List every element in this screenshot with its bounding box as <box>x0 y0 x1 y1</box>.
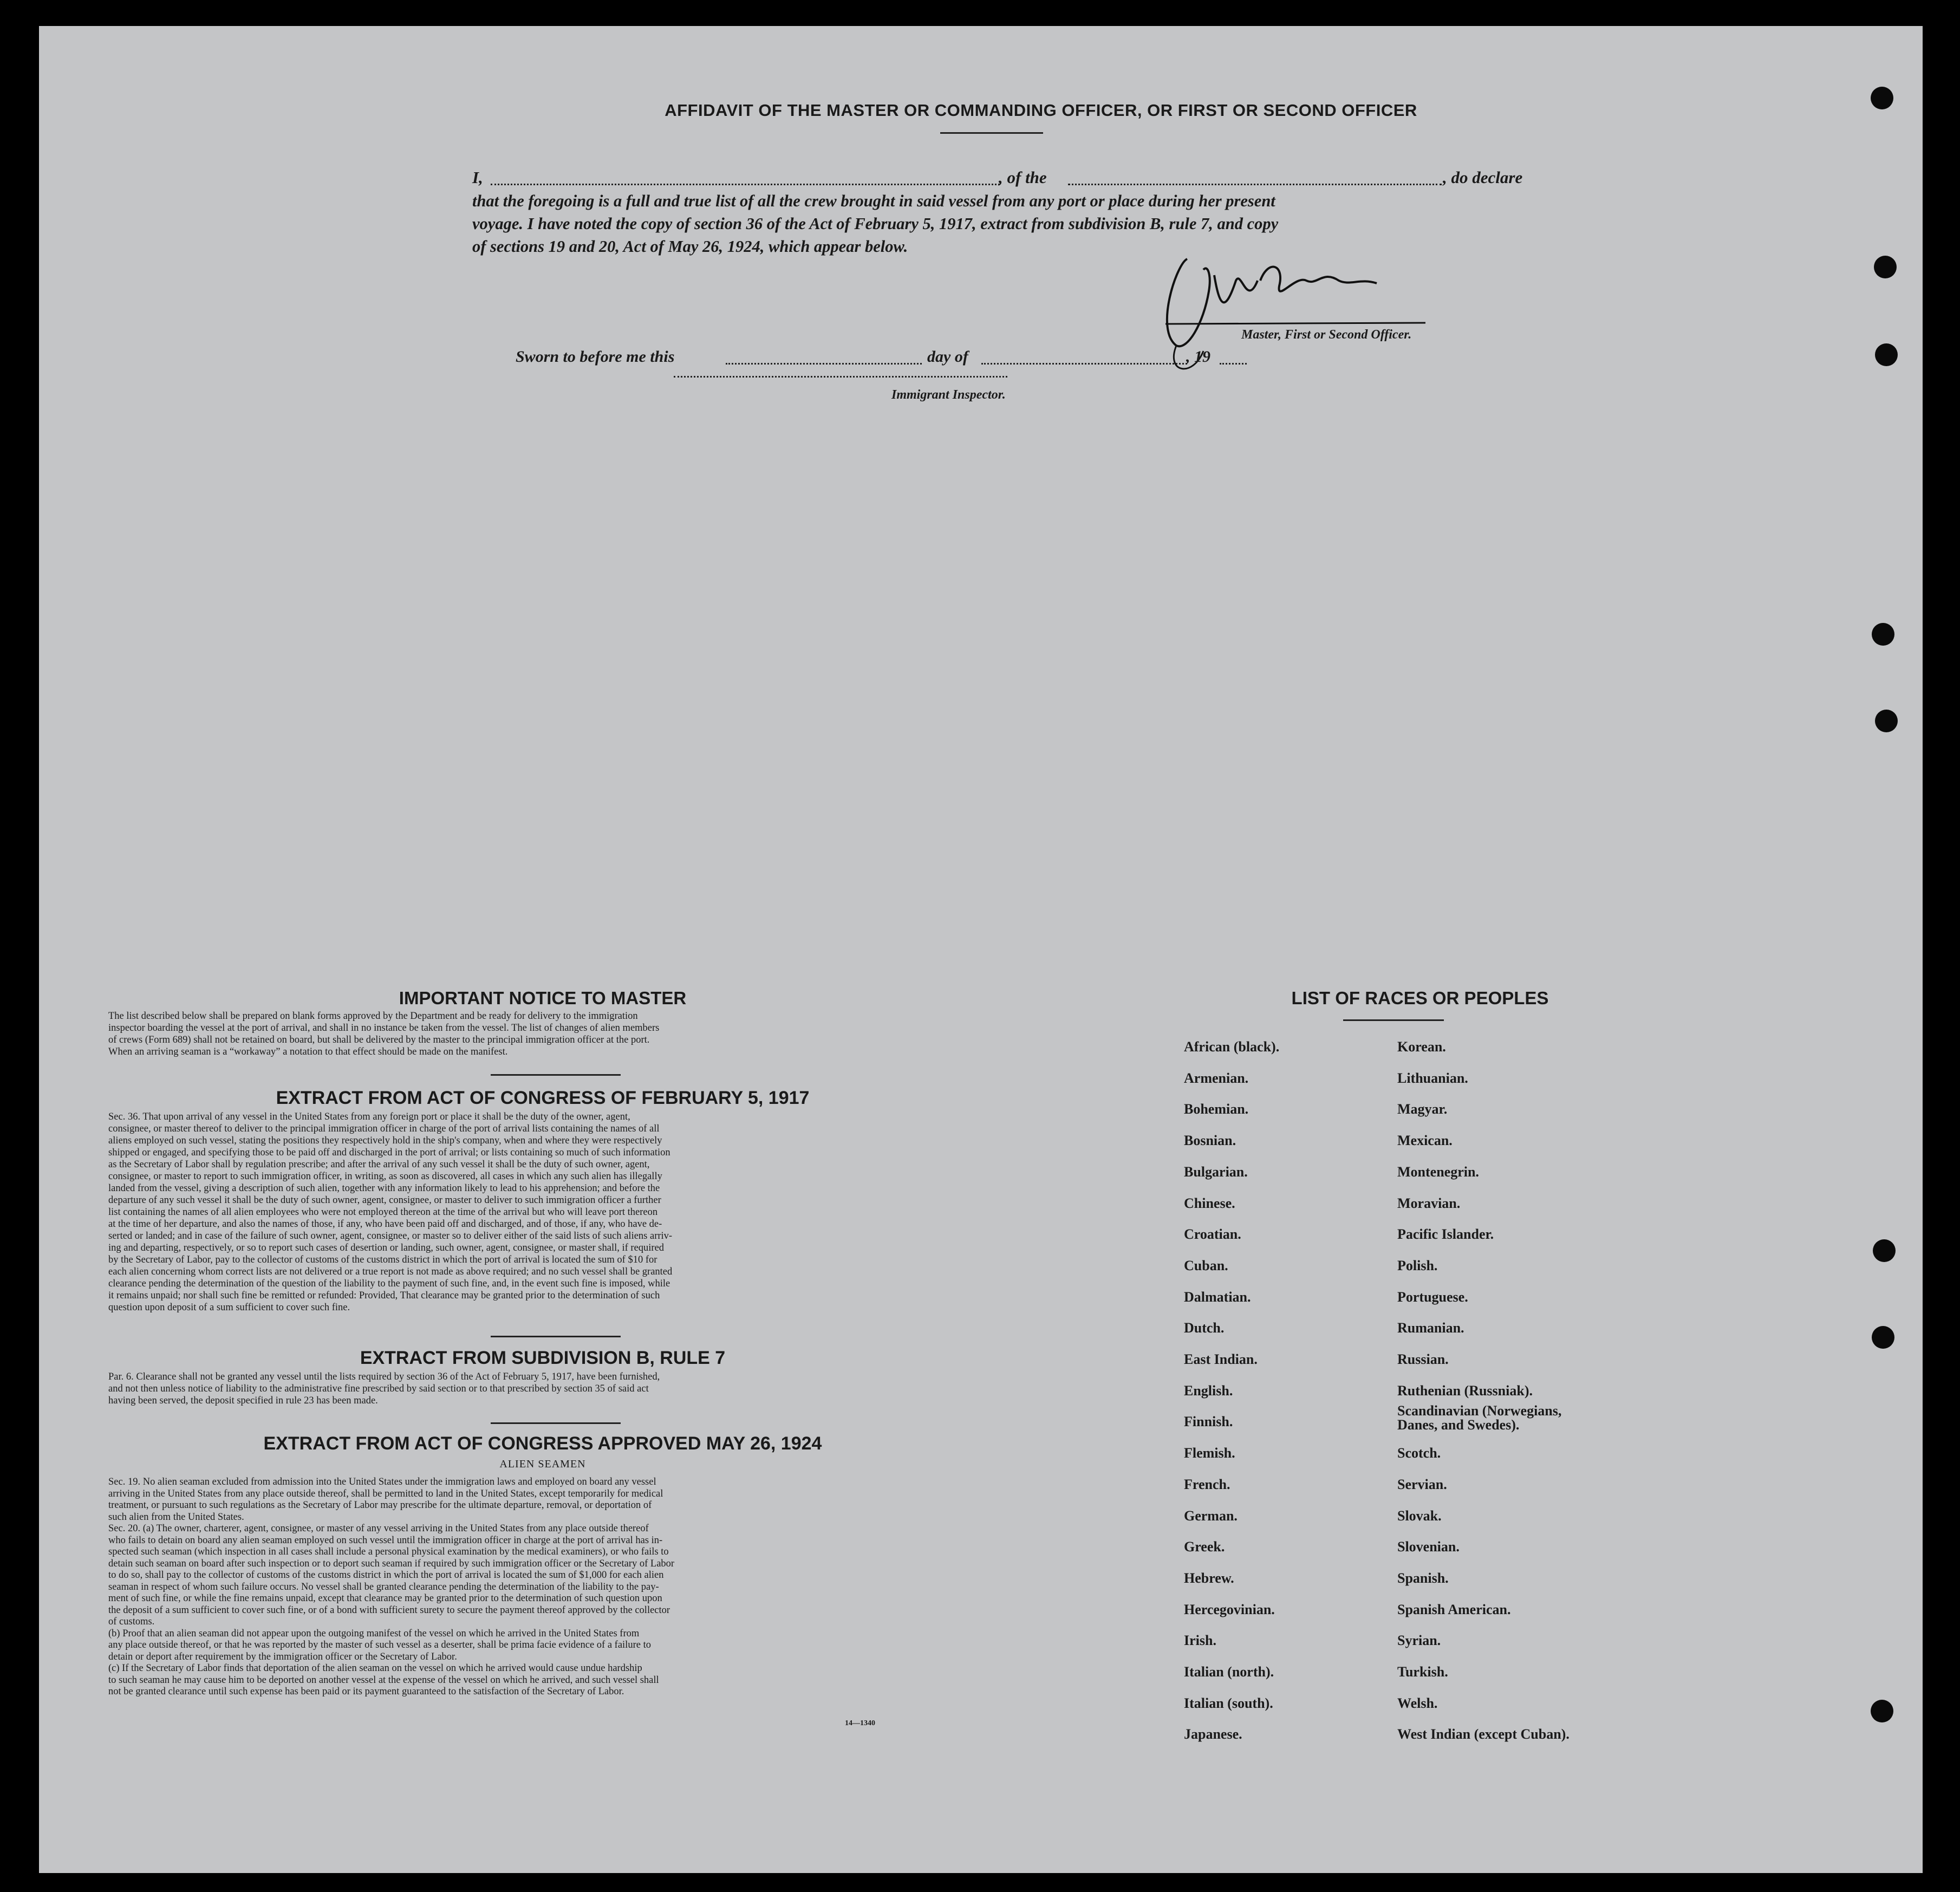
punch-hole <box>1874 256 1897 278</box>
text-line: landed from the vessel, giving a description of such alien, together with any information likely to lead to his apprehension; and before the <box>108 1183 660 1194</box>
notice-title: IMPORTANT NOTICE TO MASTER <box>399 988 687 1008</box>
text-line: it remains unpaid; nor shall such fine be remitted or refunded: Provided, That clearance may be granted prior to the determination of such <box>108 1290 660 1301</box>
races-underline <box>1343 1019 1444 1021</box>
text-line: and not then unless notice of liability to the administrative fine prescribed by said section or to that prescribed by section 35 of said act <box>108 1383 649 1394</box>
text-line: not be granted clearance until such expense has been paid or its payment guaranteed to the satisfaction of the Secretary of Labor. <box>108 1686 624 1697</box>
race-item: Scotch. <box>1397 1445 1441 1461</box>
subdivision-b-body <box>108 1371 953 1407</box>
punch-hole <box>1875 343 1898 366</box>
race-item: Moravian. <box>1397 1195 1461 1211</box>
race-item: Greek. <box>1184 1539 1225 1555</box>
text-line: (b) Proof that an alien seaman did not appear upon the outgoing manifest of the vessel on which he arrived in the United States from <box>108 1628 640 1639</box>
text-line: Sec. 20. (a) The owner, charterer, agent, consignee, or master of any vessel arriving in the United States from any place outside thereof <box>108 1523 649 1534</box>
text-line: Sec. 36. That upon arrival of any vessel in the United States from any foreign port or place it shall be the duty of the owner, agent, <box>108 1111 630 1122</box>
race-item: Mexican. <box>1397 1133 1453 1149</box>
race-item: Dalmatian. <box>1184 1289 1251 1305</box>
subdivision-b-title: EXTRACT FROM SUBDIVISION B, RULE 7 <box>360 1348 726 1368</box>
affidavit-line4: of sections 19 and 20, Act of May 26, 1924, which appear below. <box>472 237 908 256</box>
affidavit-title: AFFIDAVIT OF THE MASTER OR COMMANDING OFFICER, OR FIRST OR SECOND OFFICER <box>665 101 1417 120</box>
race-item: French. <box>1184 1476 1230 1492</box>
text-line: the deposit of a sum sufficient to cover such fine, or of a bond with sufficient surety to secure the payment thereof approved by the collector <box>108 1604 670 1616</box>
extract-1917-title: EXTRACT FROM ACT OF CONGRESS OF FEBRUARY 5, 1917 <box>276 1088 810 1108</box>
race-item: Armenian. <box>1184 1070 1249 1086</box>
race-item: Italian (north). <box>1184 1664 1274 1680</box>
text-line: The list described below shall be prepared on blank forms approved by the Department and be ready for delivery to the immigration <box>108 1011 638 1022</box>
text-line: treatment, or pursuant to such regulations as the Secretary of Labor may prescribe for the ultimate departure, removal, or deportation of <box>108 1500 652 1511</box>
race-item: Irish. <box>1184 1633 1216 1649</box>
race-item: Korean. <box>1397 1039 1446 1055</box>
race-item: English. <box>1184 1382 1233 1399</box>
signature-caption: Master, First or Second Officer. <box>1241 328 1412 342</box>
text-line: at the time of her departure, and also the names of those, if any, who have been paid off and discharged, and of those, if any, who have de- <box>108 1219 662 1230</box>
form-sheet <box>39 26 1923 1873</box>
race-item: Japanese. <box>1184 1726 1242 1743</box>
affidavit-of-the: , of the <box>999 168 1047 187</box>
text-line: consignee, or master thereof to deliver to the principal immigration officer in charge of the port of arrival lists containing the names of all <box>108 1123 660 1134</box>
text-line: of customs. <box>108 1616 155 1627</box>
punch-hole <box>1872 1326 1894 1349</box>
text-line: list containing the names of all alien employees who were not employed thereon at the time of the arrival but who will leave port thereon <box>108 1207 658 1218</box>
text-line: any place outside thereof, or that he was reported by the master of such vessel as a deserter, shall be prima facie evidence of a failure to <box>108 1640 651 1650</box>
form-number: 14—1340 <box>845 1719 875 1727</box>
year-label: , 19 <box>1186 348 1210 366</box>
race-item: Scandinavian (Norwegians, Danes, and Swedes). <box>1397 1403 1562 1433</box>
race-item: Hercegovinian. <box>1184 1601 1275 1617</box>
text-line: consignee, or master to report to such immigration officer, in writing, as soon as discovered, all cases in which any such alien has illegally <box>108 1171 662 1182</box>
race-item: Ruthenian (Russniak). <box>1397 1382 1533 1399</box>
race-item: Rumanian. <box>1397 1320 1464 1336</box>
race-item: Croatian. <box>1184 1226 1241 1243</box>
divider-1 <box>491 1074 621 1076</box>
text-line: each alien concerning whom correct lists are not delivered or a true report is not made as above required; and no such vessel shall be granted <box>108 1266 673 1277</box>
affidavit-declare: , do declare <box>1443 168 1523 187</box>
text-line: question upon deposit of a sum sufficient to cover such fine. <box>108 1302 350 1313</box>
month-blank[interactable] <box>981 363 1187 365</box>
affidavit-line3: voyage. I have noted the copy of section 36 of the Act of February 5, 1917, extract from subdivision B, rule 7, and copy <box>472 214 1279 233</box>
punch-hole <box>1871 1700 1893 1722</box>
text-line: serted or landed; and in case of the failure of such owner, agent, consignee, or master so to deliver either of the said lists of such aliens arriv- <box>108 1231 673 1241</box>
title-underline <box>940 132 1043 134</box>
race-item: German. <box>1184 1507 1238 1524</box>
race-item: Lithuanian. <box>1397 1070 1468 1086</box>
race-item: Dutch. <box>1184 1320 1225 1336</box>
inspector-signature-line[interactable] <box>674 376 1007 378</box>
race-item: Spanish. <box>1397 1570 1449 1586</box>
text-line: seaman in respect of whom such failure occurs. No vessel shall be granted clearance pending the determination of the liability to the pay- <box>108 1581 659 1592</box>
race-item: Chinese. <box>1184 1195 1235 1211</box>
text-line: Sec. 19. No alien seaman excluded from admission into the United States under the immigration laws and employed on board any vessel <box>108 1477 656 1487</box>
inspector-caption: Immigrant Inspector. <box>891 388 1006 402</box>
text-line: inspector boarding the vessel at the port of arrival, and shall in no instance be taken from the vessel. The list of changes of alien members <box>108 1023 660 1033</box>
text-line: who fails to detain on board any alien seaman employed on such vessel until the immigration officer in charge at the port of arrival has in- <box>108 1535 663 1546</box>
affidavit-line2: that the foregoing is a full and true list of all the crew brought in said vessel from any port or place during her present <box>472 192 1275 210</box>
extract-1924-title: EXTRACT FROM ACT OF CONGRESS APPROVED MAY 26, 1924 <box>263 1433 822 1454</box>
text-line: shipped or engaged, and specifying those to be paid off and discharged in the port of arrival; or lists containing so much of such information <box>108 1147 670 1158</box>
punch-hole <box>1872 623 1894 646</box>
affidavit-i: I, <box>472 168 483 187</box>
race-item: Polish. <box>1397 1257 1438 1273</box>
alien-seamen-subtitle: ALIEN SEAMEN <box>499 1458 586 1470</box>
text-line: having been served, the deposit specified in rule 23 has been made. <box>108 1395 378 1406</box>
text-line: ment of such fine, or while the fine remains unpaid, except that clearance may be granted prior to the determination of such question upon <box>108 1593 662 1604</box>
text-line: detain such seaman on board after such inspection or to deport such seaman if required by such immigration officer or the Secretary of Labor <box>108 1558 675 1569</box>
race-item: Montenegrin. <box>1397 1163 1479 1180</box>
text-line: as the Secretary of Labor shall by regulation prescribe; and after the arrival of any such vessel it shall be the duty of such owner, agent, <box>108 1159 650 1170</box>
divider-2 <box>491 1336 621 1337</box>
race-item: Russian. <box>1397 1351 1449 1367</box>
race-item: Hebrew. <box>1184 1570 1234 1586</box>
name-blank[interactable] <box>491 184 1000 185</box>
vessel-blank[interactable] <box>1068 184 1442 185</box>
day-blank[interactable] <box>726 363 922 365</box>
race-item: African (black). <box>1184 1039 1280 1055</box>
punch-hole <box>1875 710 1898 732</box>
race-item: Servian. <box>1397 1476 1447 1492</box>
text-line: arriving in the United States from any place outside thereof, shall be permitted to land in the United States, except temporarily for medical <box>108 1488 663 1499</box>
text-line: to such seaman he may cause him to be deported on another vessel at the expense of the vessel on which he arrived, and such vessel shall <box>108 1674 659 1686</box>
text-line: detain or deport after requirement by the immigration officer or the Secretary of Labor. <box>108 1651 457 1662</box>
race-item: Flemish. <box>1184 1445 1235 1461</box>
text-line: to do so, shall pay to the collector of customs of the customs district in which the port of arrival is located the sum of $1,000 for each alien <box>108 1570 664 1581</box>
race-item: Bohemian. <box>1184 1101 1249 1117</box>
text-line: aliens employed on such vessel, stating the positions they respectively hold in the ship's company, when and where they were respectively <box>108 1135 662 1146</box>
race-item: Pacific Islander. <box>1397 1226 1494 1243</box>
extract-1924-body <box>108 1477 953 1698</box>
day-of-label: day of <box>927 348 968 366</box>
race-item: Portuguese. <box>1397 1289 1468 1305</box>
notice-body <box>108 1011 953 1058</box>
race-item: Finnish. <box>1184 1414 1233 1430</box>
text-line: clearance pending the determination of the question of the liability to the payment of such fine, and, in the event such fine is imposed, while <box>108 1278 670 1289</box>
race-item: Turkish. <box>1397 1664 1448 1680</box>
punch-hole <box>1871 87 1893 109</box>
sworn-label: Sworn to before me this <box>516 348 675 366</box>
race-item: East Indian. <box>1184 1351 1258 1367</box>
race-item: West Indian (except Cuban). <box>1397 1726 1570 1743</box>
race-item: Bosnian. <box>1184 1133 1236 1149</box>
text-line: When an arriving seaman is a “workaway” a notation to that effect should be made on the manifest. <box>108 1046 508 1057</box>
text-line: Par. 6. Clearance shall not be granted any vessel until the lists required by section 36 of the Act of February 5, 1917, have been furnished, <box>108 1371 660 1382</box>
text-line: of crews (Form 689) shall not be retained on board, but shall be delivered by the master to the principal immigration officer at the port. <box>108 1035 650 1045</box>
race-item: Syrian. <box>1397 1633 1441 1649</box>
text-line: ing and departing, respectively, or so to report such cases of desertion or landing, such owner, agent, consignee, or master shall, if required <box>108 1243 665 1253</box>
races-title: LIST OF RACES OR PEOPLES <box>1291 988 1549 1008</box>
race-item: Slovenian. <box>1397 1539 1460 1555</box>
race-item: Welsh. <box>1397 1695 1438 1711</box>
divider-3 <box>491 1422 621 1424</box>
text-line: spected such seaman (which inspection in all cases shall include a personal physical examination by the medical examiners), or who fails to <box>108 1546 669 1557</box>
text-line: by the Secretary of Labor, pay to the collector of customs of the customs district in which the port of arrival is located the sum of $10 for <box>108 1254 657 1265</box>
punch-hole <box>1873 1239 1896 1262</box>
text-line: (c) If the Secretary of Labor finds that deportation of the alien seaman on the vessel on which he arrived would cause undue hardship <box>108 1663 642 1674</box>
text-line: such alien from the United States. <box>108 1511 244 1523</box>
text-line: departure of any such vessel it shall be the duty of such owner, agent, consignee, or master to deliver to such immigration officer a further <box>108 1195 661 1206</box>
race-item: Bulgarian. <box>1184 1163 1248 1180</box>
extract-1917-body <box>108 1111 953 1314</box>
race-item: Italian (south). <box>1184 1695 1273 1711</box>
race-item: Slovak. <box>1397 1507 1442 1524</box>
race-item: Cuban. <box>1184 1257 1228 1273</box>
race-item: Magyar. <box>1397 1101 1448 1117</box>
race-item: Spanish American. <box>1397 1601 1511 1617</box>
year-blank[interactable] <box>1220 363 1247 365</box>
